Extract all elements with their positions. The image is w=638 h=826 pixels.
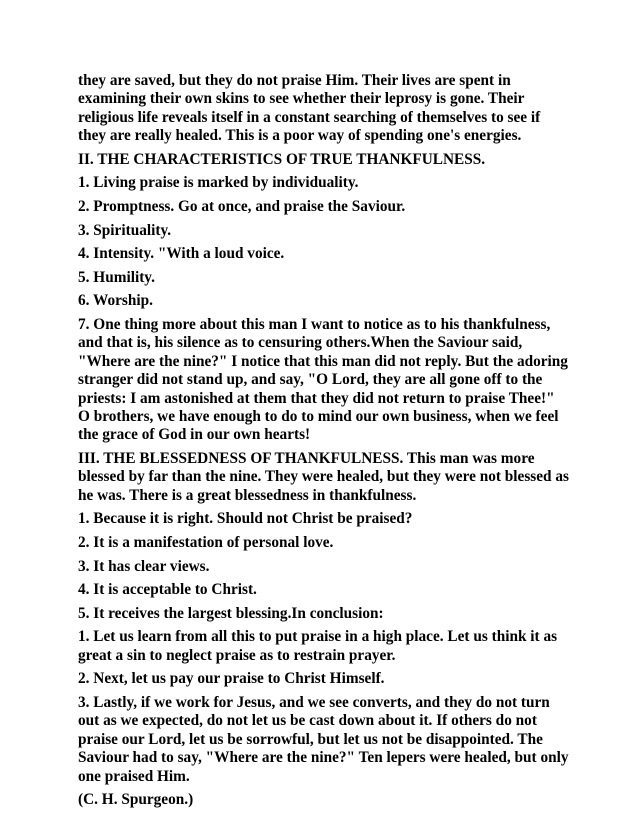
section-heading-blessedness: III. THE BLESSEDNESS OF THANKFULNESS. This man was more blessed by far than the nine. They were healed, but they were not blessed as he was. There is a great blessedness in thankfulness. bbox=[78, 450, 569, 504]
list-item-promptness: 2. Promptness. Go at once, and praise the Saviour. bbox=[78, 198, 406, 215]
conclusion-item-high-place: 1. Let us learn from all this to put praise in a high place. Let us think it as great a sin to neglect praise as to restrain prayer. bbox=[78, 628, 558, 664]
list-item-worship: 6. Worship. bbox=[78, 292, 153, 310]
paragraph-opening: they are saved, but they do not praise Him. Their lives are spent in examining their own skins to see whether their leprosy is gone. Their religious life reveals itself in a constant searching of themselves to see if they are really healed. This is a poor way of spending one's energies. bbox=[78, 72, 541, 145]
list-item-right: 1. Because it is right. Should not Christ be praised? bbox=[78, 510, 413, 528]
list-item-silence: 7. One thing more about this man I want to notice as to his thankfulness, and that is, his silence as to censuring others.When the Saviour said, "Where are the nine?" I notice that this man did not reply. But the adoring stranger did not stand up, and say, "O Lord, they are all gone off to the priests: I am astonished at them that they did not return to praise Thee!" O brothers, we have enough to do to mind our own business, when we feel the grace of God in our own hearts! bbox=[78, 315, 568, 444]
conclusion-item-christ-himself: 2. Next, let us pay our praise to Christ Himself. bbox=[78, 670, 385, 688]
list-item-acceptable: 4. It is acceptable to Christ. bbox=[78, 581, 257, 599]
list-item-individuality: 1. Living praise is marked by individuality. bbox=[78, 174, 359, 192]
document-page bbox=[78, 72, 570, 810]
list-item-spirituality: 3. Spirituality. bbox=[78, 221, 172, 239]
list-item-personal-love: 2. It is a manifestation of personal love. bbox=[78, 534, 334, 551]
conclusion-item-lastly: 3. Lastly, if we work for Jesus, and we see converts, and they do not turn out as we expected, do not let us be cast down about it. If others do not praise our Lord, let us be sorrowful, but let us not be disappointed. The Saviour had to say, "Where are the nine?" Ten lepers were healed, but only one praised Him. bbox=[78, 693, 569, 785]
list-item-humility: 5. Humility. bbox=[78, 268, 155, 286]
list-item-largest-blessing: 5. It receives the largest blessing.In conclusion: bbox=[78, 604, 384, 622]
list-item-intensity: 4. Intensity. "With a loud voice. bbox=[78, 245, 285, 263]
list-item-clear-views: 3. It has clear views. bbox=[78, 557, 210, 575]
section-heading-characteristics: II. THE CHARACTERISTICS OF TRUE THANKFULNESS. bbox=[78, 150, 486, 168]
attribution: (C. H. Spurgeon.) bbox=[78, 791, 194, 809]
